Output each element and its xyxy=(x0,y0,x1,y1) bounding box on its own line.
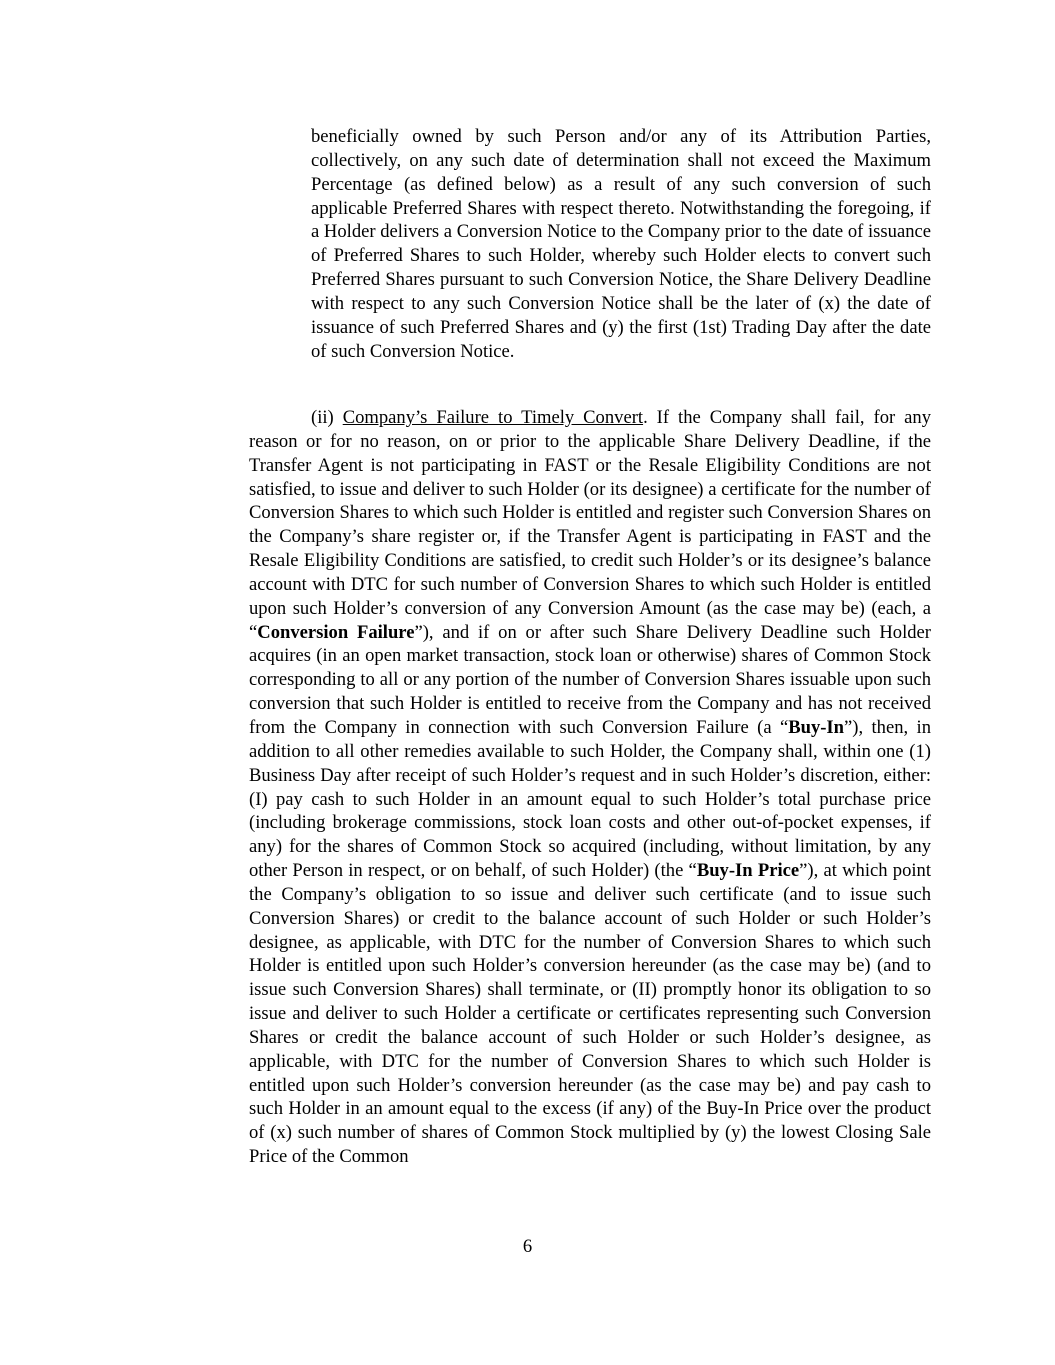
body-text: ”), and if on or after such Share Delivery Deadline such Holder acquires (in an open market transaction, stock loan or otherwise) shares of Common Stock corresponding to all or any portion of the number of Conversion Shares issuable upon such conversion that such Holder is entitled to receive from the Company and has not received from the Company in connection with such Conversion Failure (a “ xyxy=(249,621,931,738)
section-number: (ii) xyxy=(311,407,334,428)
body-text: ”), at which point the Company’s obligation to so issue and deliver such certificate (and to issue such Conversion Shares) or credit to the balance account of such Holder or such Holder’s designee, as applicable, with DTC for the number of Conversion Shares to which such Holder is entitled upon such Holder’s conversion hereunder (as the case may be) (and to issue such Conversion Shares) shall terminate, or (II) promptly honor its obligation to so issue and deliver to such Holder a certificate or certificates representing such Conversion Shares or credit the balance account of such Holder or such Holder’s designee, as applicable, with DTC for the number of Conversion Shares to which such Holder is entitled upon such Holder’s conversion hereunder (as the case may be) and pay cash to such Holder in an amount equal to the excess (if any) of the Buy-In Price over the product of (x) such number of shares of Common Stock multiplied by (y) the lowest Closing Sale Price of the Common xyxy=(249,860,931,1168)
section-heading: Company’s Failure to Timely Convert xyxy=(342,407,644,428)
defined-term-conversion-failure: Conversion Failure xyxy=(257,621,415,643)
paragraph-continuation: beneficially owned by such Person and/or any of its Attribution Parties, collectively, on any such date of determination shall not exceed the Maximum Percentage (as defined below) as a result of any such conversion of such applicable Preferred Shares with respect thereto. Notwithstanding the foregoing, if a Holder delivers a Conversion Notice to the Company prior to the date of issuance of Preferred Shares to such Holder, whereby such Holder elects to convert such Preferred Shares pursuant to such Conversion Notice, the Share Delivery Deadline with respect to any such Conversion Notice shall be the later of (x) the date of issuance of such Preferred Shares and (y) the first (1st) Trading Day after the date of such Conversion Notice. xyxy=(311,126,931,362)
body-text: . If the Company shall fail, for any reason or for no reason, on or prior to the applicable Share Delivery Deadline, if the Transfer Agent is not participating in FAST or the Resale Eligibility Conditions are not satisfied, to issue and deliver to such Holder (or its designee) a certificate for the number of Conversion Shares to which such Holder is entitled and register such Conversion Shares on the Company’s share register or, if the Transfer Agent is participating in FAST and the Resale Eligibility Conditions are satisfied, to credit such Holder’s or its designee’s balance account with DTC for such number of Conversion Shares to which such Holder is entitled upon such Holder’s conversion of any Conversion Amount (as the case may be) (each, a “ xyxy=(249,407,932,643)
paragraph-failure-to-convert xyxy=(249,406,931,1169)
defined-term-buy-in-price: Buy-In Price xyxy=(696,860,800,882)
page-number: 6 xyxy=(522,1236,533,1257)
body-text: ”), then, in addition to all other remedies available to such Holder, the Company shall, within one (1) Business Day after receipt of such Holder’s request and in such Holder’s discretion, either: (I) pay cash to such Holder in an amount equal to such Holder’s total purchase price (including brokerage commissions, stock loan costs and other out-of-pocket expenses, if any) for the shares of Common Stock so acquired (including, without limitation, by any other Person in respect, or on behalf, of such Holder) (the “ xyxy=(249,716,931,882)
defined-term-buy-in: Buy-In xyxy=(788,716,845,738)
